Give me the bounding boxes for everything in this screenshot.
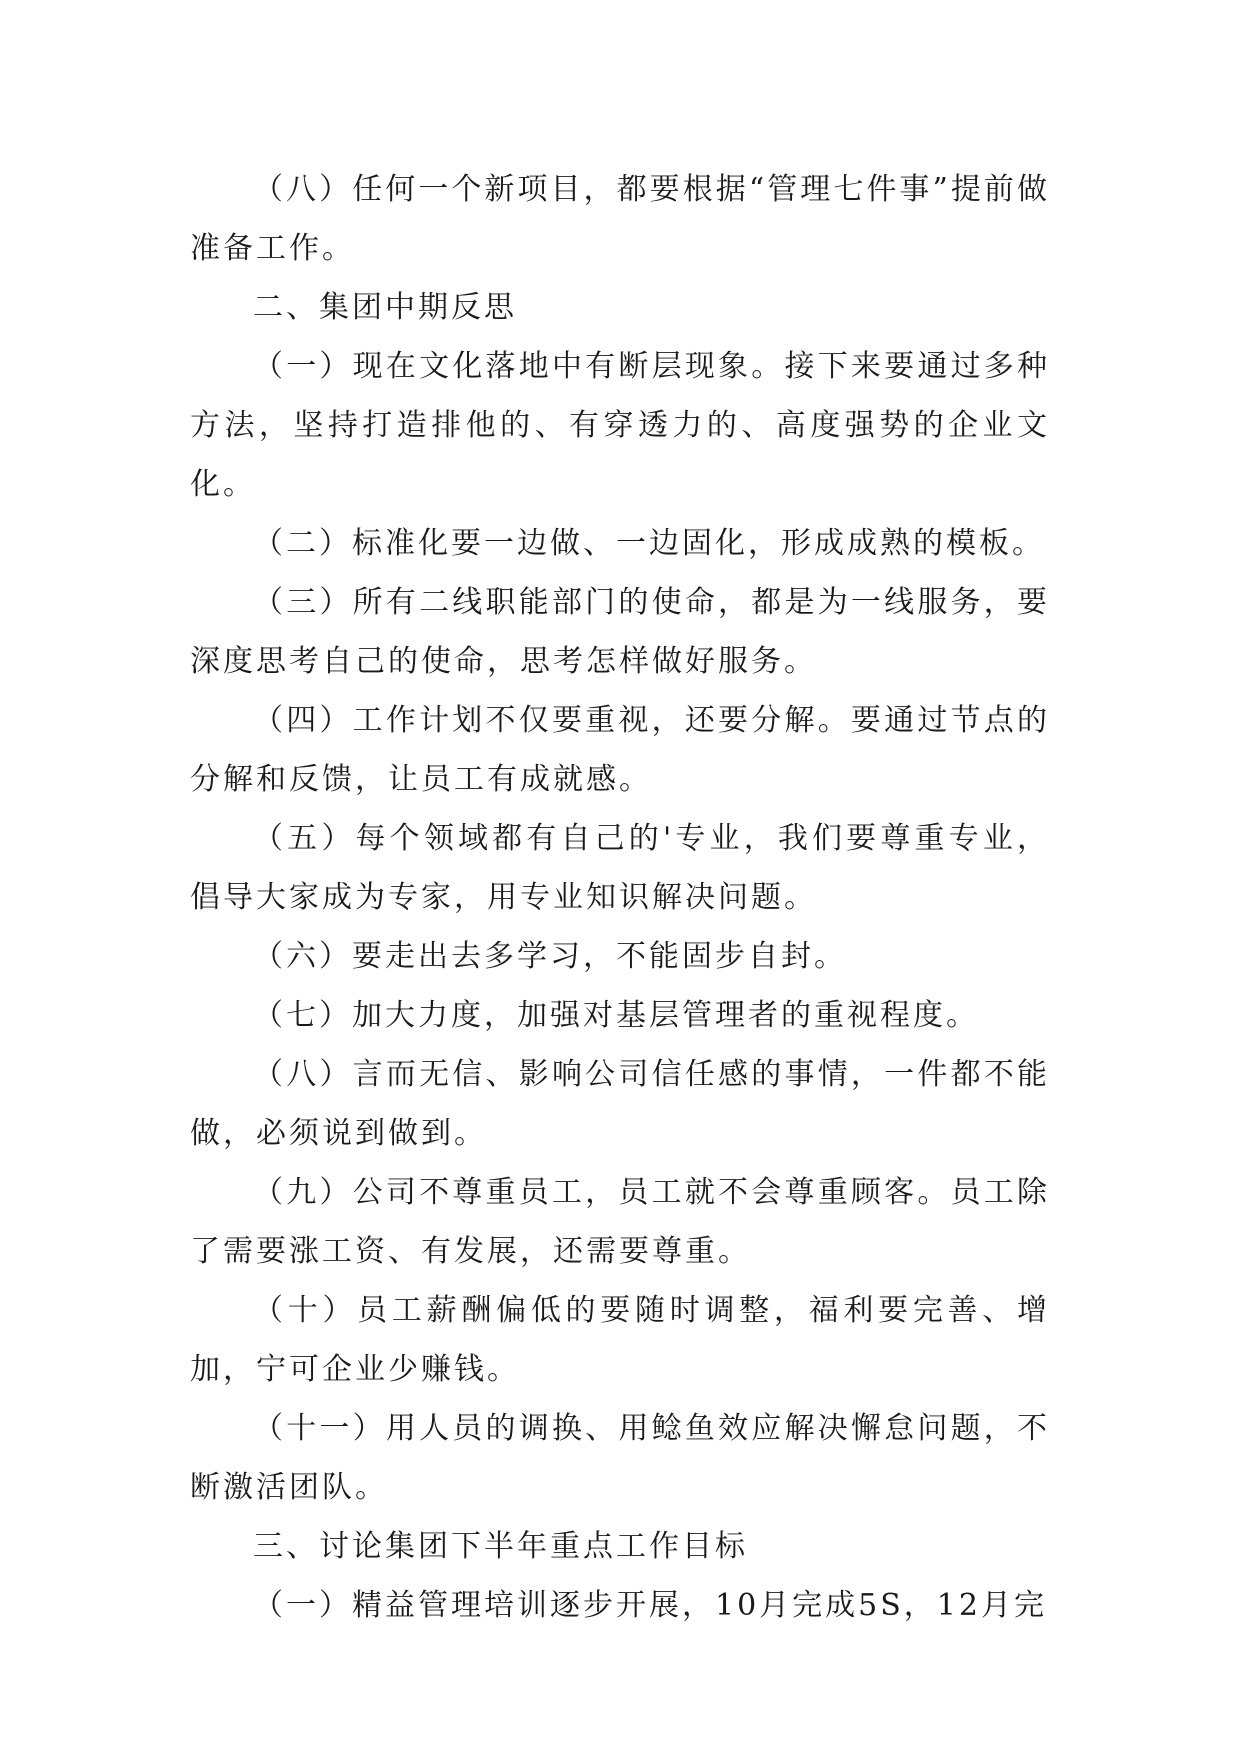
paragraph-grassroots-managers: （七）加大力度，加强对基层管理者的重视程度。: [253, 998, 979, 1033]
paragraph-learning: （六）要走出去多学习，不能固步自封。: [253, 939, 847, 974]
paragraph-compensation: （十）员工薪酬偏低的要随时调整，福利要完善、增加，宁可企业少赚钱。: [190, 1293, 1050, 1387]
paragraph-trust: （八）言而无信、影响公司信任感的事情，一件都不能做，必须说到做到。: [190, 1057, 1050, 1151]
document-body: [190, 160, 1050, 1635]
paragraph-work-plan: （四）工作计划不仅要重视，还要分解。要通过节点的分解和反馈，让员工有成就感。: [190, 703, 1050, 797]
section-heading-midterm-reflection: 二、集团中期反思: [253, 290, 517, 325]
paragraph-culture: （一）现在文化落地中有断层现象。接下来要通过多种方法，坚持打造排他的、有穿透力的、高度强势的企业文化。: [190, 349, 1050, 502]
section-heading-second-half-goals: 三、讨论集团下半年重点工作目标: [253, 1529, 748, 1564]
paragraph-team-activation: （十一）用人员的调换、用鲶鱼效应解决懈怠问题，不断激活团队。: [190, 1411, 1050, 1505]
paragraph-respect-employees: （九）公司不尊重员工，员工就不会尊重顾客。员工除了需要涨工资、有发展，还需要尊重。: [190, 1175, 1050, 1269]
paragraph-professionalism: （五）每个领域都有自己的'专业，我们要尊重专业，倡导大家成为专家，用专业知识解决问题。: [190, 821, 1050, 915]
paragraph-support-departments: （三）所有二线职能部门的使命，都是为一线服务，要深度思考自己的使命，思考怎样做好服务。: [190, 585, 1050, 679]
paragraph-item-8-prep: （八）任何一个新项目，都要根据“管理七件事”提前做准备工作。: [190, 172, 1050, 266]
paragraph-lean-training: （一）精益管理培训逐步开展，10月完成5S，12月完: [253, 1588, 1047, 1623]
paragraph-standardization: （二）标准化要一边做、一边固化，形成成熟的模板。: [253, 526, 1045, 561]
